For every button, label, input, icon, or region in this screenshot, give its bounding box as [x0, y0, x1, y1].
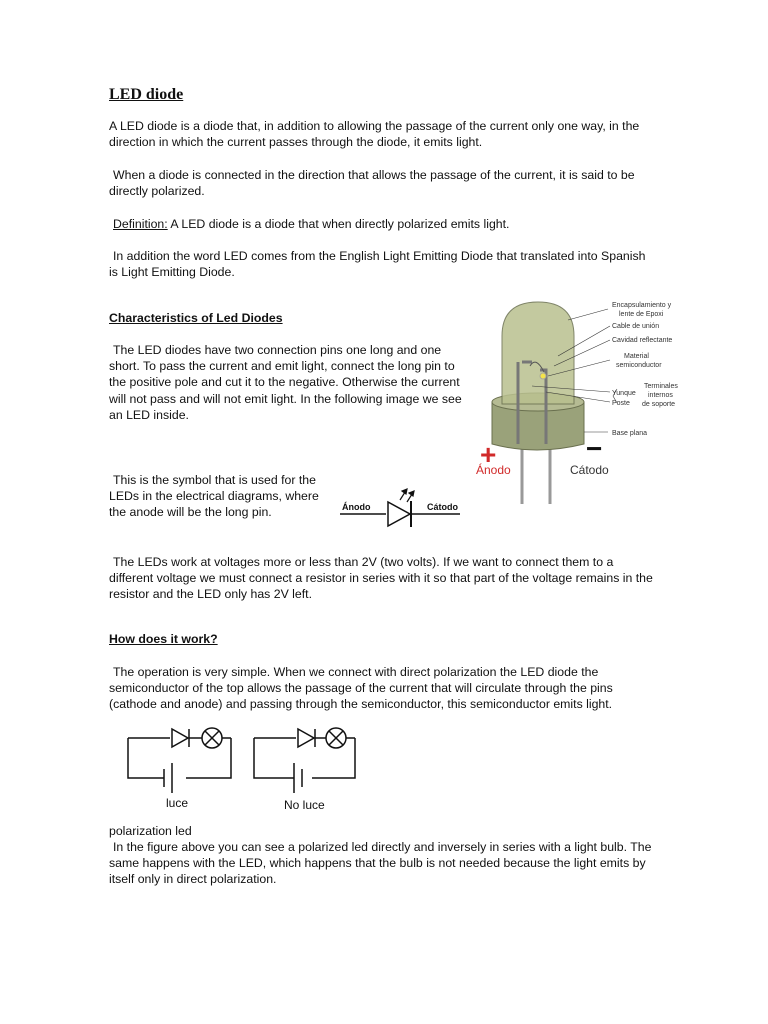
label-post: Poste	[612, 400, 630, 407]
minus-sign: −	[586, 433, 603, 464]
symbol-cathode-label: Cátodo	[427, 502, 458, 512]
label-anvil: Yunque	[612, 390, 636, 397]
label-bond-wire: Cable de unión	[612, 323, 660, 330]
anode-label: Ánodo	[476, 463, 511, 477]
polarization-circuits	[120, 722, 370, 818]
led-symbol	[338, 480, 464, 532]
label-flat-base: Base plana	[612, 430, 648, 437]
label-epoxy: lente de Epoxi	[619, 311, 664, 318]
characteristics-paragraph: The LED diodes have two connection pins one long and one short. To pass the current and emit light, connect the long pin to the positive pole and cut it to the negative. Otherwise the current will not pass and will not emit light. In the following image we see an LED inside.	[109, 343, 462, 422]
label-encapsulation: Encapsulamiento y	[612, 302, 672, 309]
symbol-anode-label: Ánodo	[342, 502, 371, 512]
label-no-light: No luce	[284, 798, 325, 812]
definition-label: Definition:	[113, 217, 168, 231]
circuit-inverse	[254, 728, 355, 793]
label-material: Material	[624, 353, 649, 360]
semiconductor-chip	[540, 373, 546, 379]
label-internal: internos	[648, 392, 673, 399]
operation-paragraph: The operation is very simple. When we connect with direct polarization the LED diode the semiconductor of the top allows the passage of the current that will circulate through the pins (cathode and anode) and passing through the semiconductor, this semiconductor emits light.	[109, 665, 613, 712]
how-it-works-heading: How does it work?	[109, 632, 218, 646]
label-support: de soporte	[642, 401, 676, 408]
label-terminals: Terminales	[644, 383, 678, 390]
led-internal-diagram	[470, 296, 684, 508]
polarization-paragraph: When a diode is connected in the direction that allows the passage of the current, it is said to be directly polarized.	[109, 168, 635, 199]
characteristics-heading: Characteristics of Led Diodes	[109, 311, 283, 325]
page-title: LED diode	[109, 86, 184, 103]
definition-paragraph	[109, 216, 658, 232]
voltage-paragraph: The LEDs work at voltages more or less than 2V (two volts). If we want to connect them to a different voltage we must connect a resistor in series with it so that part of the voltage remains in the resistor and the LED only has 2V left.	[109, 555, 653, 602]
figure-caption-title: polarization led	[109, 824, 192, 838]
label-semiconductor: semiconductor	[616, 362, 662, 369]
circuit-direct	[128, 728, 231, 793]
light-arrows-icon	[400, 489, 414, 502]
diode-triangle	[388, 502, 410, 526]
cathode-label: Cátodo	[570, 463, 609, 477]
definition-text: A LED diode is a diode that when directly polarized emits light.	[167, 217, 510, 231]
intro-paragraph: A LED diode is a diode that, in addition to allowing the passage of the current only one way, in the direction in which the current passes through the diode, it emits light.	[109, 119, 640, 150]
label-lights: luce	[166, 796, 189, 810]
figure-caption-text: In the figure above you can see a polarized led directly and inversely in series with a light bulb. The same happens with the LED, which happens that the bulb is not needed because the light emits by itself only in direct polarization.	[109, 840, 652, 887]
label-reflective-cavity: Cavidad reflectante	[612, 337, 673, 344]
symbol-paragraph: This is the symbol that is used for the LEDs in the electrical diagrams, where the anode will be the long pin.	[109, 473, 319, 520]
led-name-paragraph: In addition the word LED comes from the English Light Emitting Diode that translated into Spanish is Light Emitting Diode.	[109, 249, 646, 280]
plus-sign: +	[480, 439, 497, 470]
